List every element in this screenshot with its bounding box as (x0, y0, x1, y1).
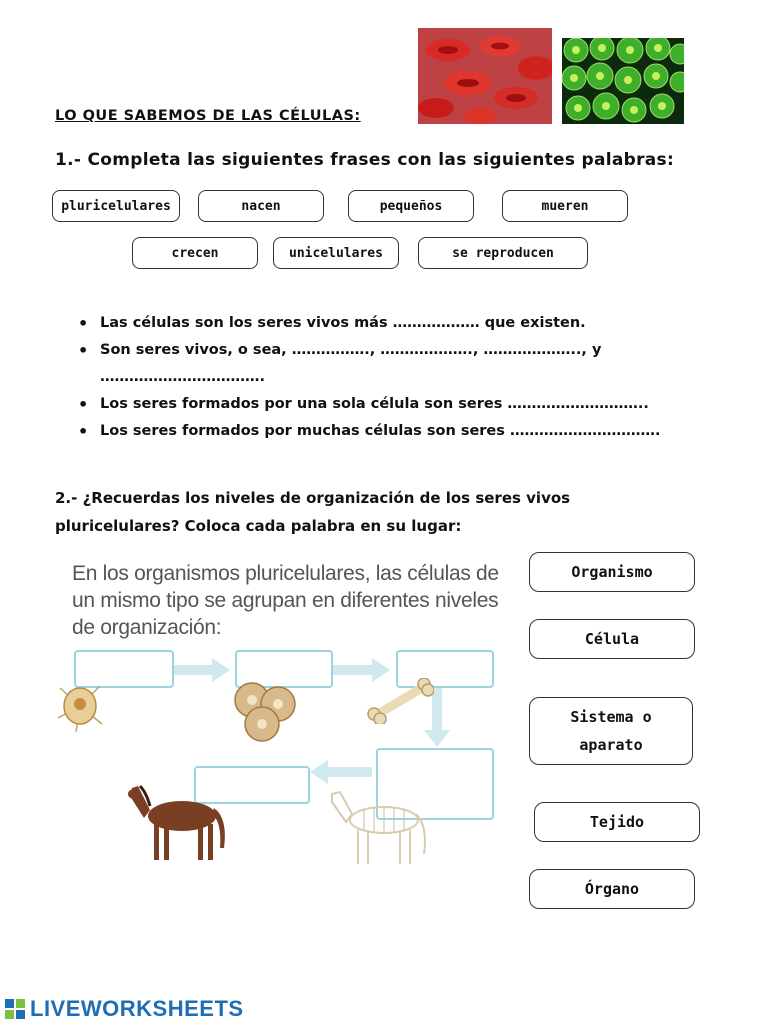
word-card-pequenos[interactable]: pequeños (348, 190, 474, 222)
word-card-nacen[interactable]: nacen (198, 190, 324, 222)
arrow-left (310, 760, 372, 784)
page-title: LO QUE SABEMOS DE LAS CÉLULAS: (55, 108, 361, 124)
question-1-prompt: 1.- Completa las siguientes frases con las siguientes palabras: (55, 150, 675, 170)
word-card-pluricelulares[interactable]: pluricelulares (52, 190, 180, 222)
word-card-mueren[interactable]: mueren (502, 190, 628, 222)
question-2-prompt: 2.- ¿Recuerdas los niveles de organización de los seres vivos pluricelulares? Coloca cada palabra en su lugar: (55, 489, 571, 535)
answer-card-celula[interactable]: Célula (529, 619, 695, 659)
skeleton-horse-illustration (328, 786, 432, 868)
word-card-crecen[interactable]: crecen (132, 237, 258, 269)
tissue-illustration (230, 680, 300, 742)
answer-card-tejido[interactable]: Tejido (534, 802, 700, 842)
red-blood-cells-image (418, 28, 552, 124)
answer-card-sistema-aparato[interactable]: Sistema o aparato (529, 697, 693, 765)
word-card-se-reproducen[interactable]: se reproducen (418, 237, 588, 269)
cell-illustration (56, 678, 104, 734)
sentence-2[interactable]: • Son seres vivos, o sea, ……………., ………………., ……………….., y ……………………………. (78, 337, 728, 391)
organization-intro-text: En los organismos pluricelulares, las células de un mismo tipo se agrupan en diferentes niveles de organización: (72, 562, 499, 639)
sentence-3[interactable]: • Los seres formados por una sola célula son seres ……………………….. (78, 391, 728, 418)
brand-name: LIVEWORKSHEETS (30, 996, 244, 1021)
arrow-right-1 (170, 658, 230, 682)
sentence-1[interactable]: • Las células son los seres vivos más ……………… que existen. (78, 310, 728, 337)
green-cells-image (562, 38, 684, 124)
footer-brand (4, 996, 244, 1022)
answer-card-organo[interactable]: Órgano (529, 869, 695, 909)
sentence-list (78, 310, 728, 445)
word-card-unicelulares[interactable]: unicelulares (273, 237, 399, 269)
bone-illustration (366, 678, 434, 724)
sentence-4[interactable]: • Los seres formados por muchas células son seres …………………………. (78, 418, 728, 445)
horse-illustration (128, 778, 232, 864)
liveworksheets-logo-icon (4, 998, 26, 1020)
answer-card-organismo[interactable]: Organismo (529, 552, 695, 592)
